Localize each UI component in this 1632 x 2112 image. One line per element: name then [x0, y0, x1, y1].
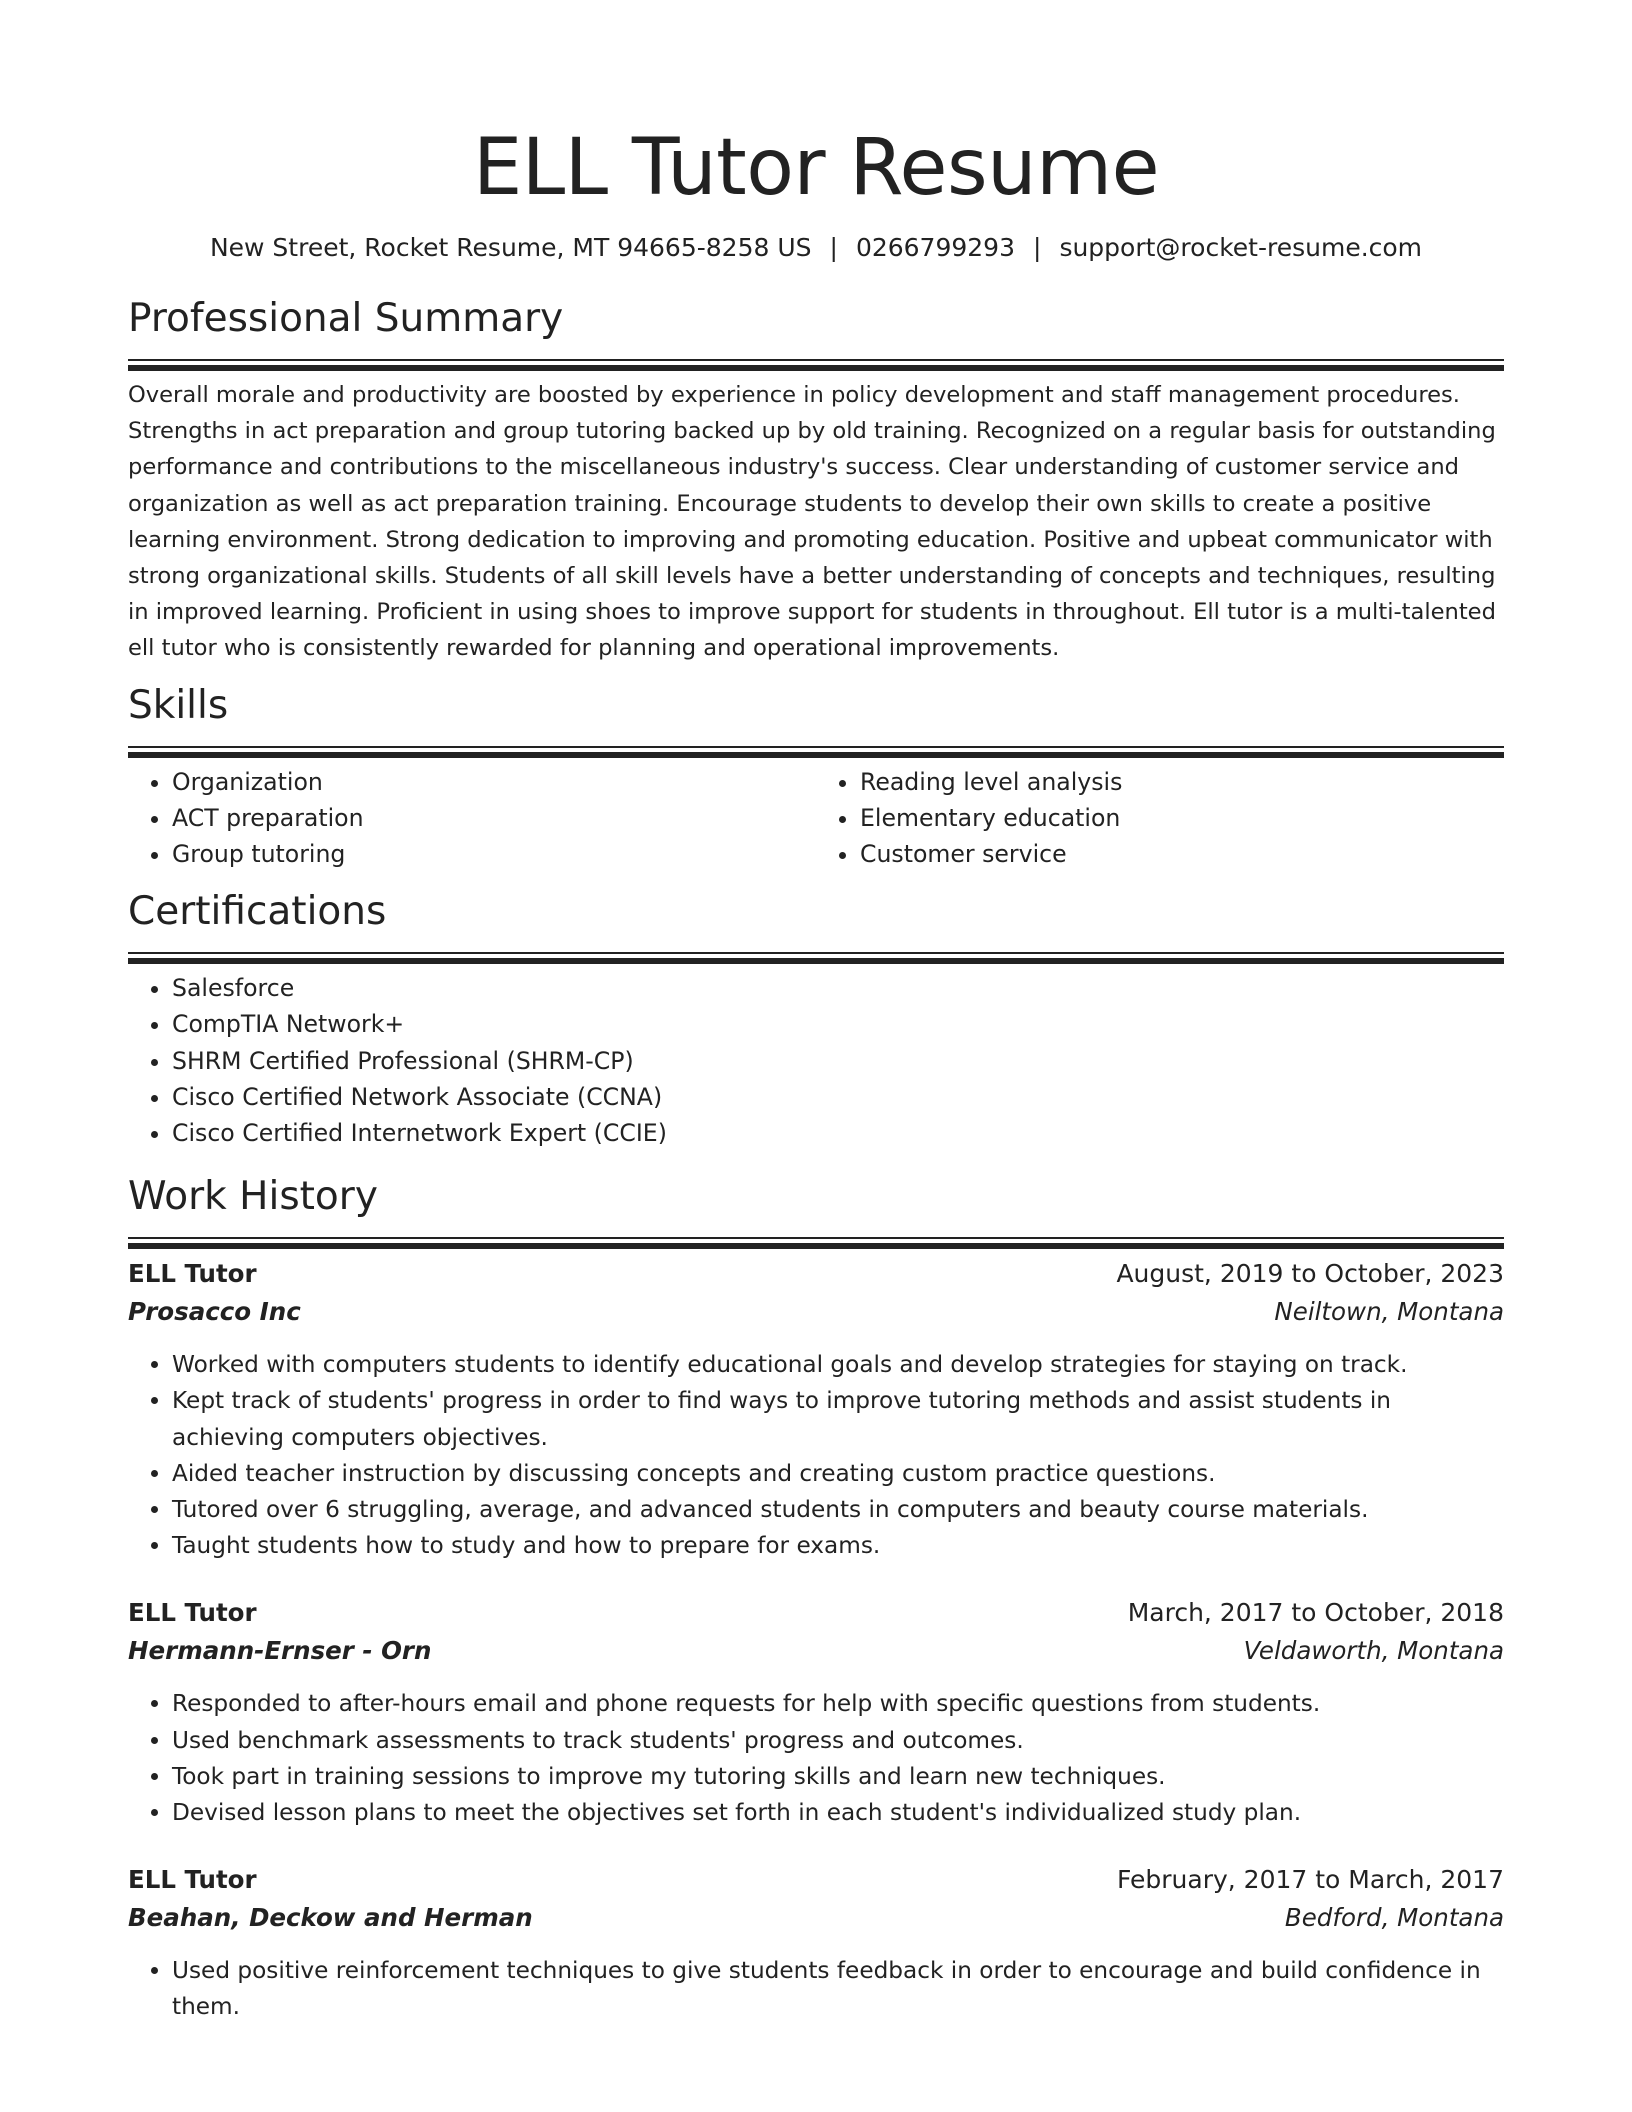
separator: |: [1033, 233, 1042, 262]
job-dates: August, 2019 to October, 2023: [1116, 1259, 1504, 1289]
job-entry: [128, 1255, 1504, 1564]
job-bullet: • Took part in training sessions to improve my tutoring skills and learn new techniques.: [172, 1759, 1504, 1795]
section-heading-certifications: Certifications: [128, 889, 387, 935]
skills-list: [128, 764, 1504, 873]
job-bullet: • Used positive reinforcement techniques to give students feedback in order to encourage and build confidence in them.: [172, 1953, 1504, 2025]
section-rule: [128, 359, 1504, 361]
job-bullet: • Aided teacher instruction by discussing concepts and creating custom practice questions.: [172, 1456, 1504, 1492]
certifications-list: [128, 970, 1504, 1151]
job-bullet: • Responded to after-hours email and phone requests for help with specific questions from students.: [172, 1686, 1504, 1722]
section-heading-skills: Skills: [128, 682, 229, 728]
job-bullets: [128, 1953, 1504, 2025]
section-heading-work-history: Work History: [128, 1174, 378, 1220]
skill-item: • Customer service: [860, 836, 1504, 872]
job-entry: [128, 1861, 1504, 2025]
job-dates: March, 2017 to October, 2018: [1127, 1598, 1504, 1628]
job-company: Prosacco Inc: [128, 1297, 301, 1327]
job-bullet: • Devised lesson plans to meet the objectives set forth in each student's individualized study plan.: [172, 1795, 1504, 1831]
job-location: Veldaworth, Montana: [1243, 1636, 1504, 1666]
skill-item: • Group tutoring: [172, 836, 816, 872]
job-company: Beahan, Deckow and Herman: [128, 1903, 533, 1933]
skill-item: • Reading level analysis: [860, 764, 1504, 800]
resume-title: ELL Tutor Resume: [472, 123, 1160, 213]
skill-item: • Elementary education: [860, 800, 1504, 836]
certification-item: • Cisco Certified Network Associate (CCNA): [172, 1079, 1504, 1115]
skill-item: • Organization: [172, 764, 816, 800]
job-company: Hermann-Ernser - Orn: [128, 1636, 432, 1666]
certifications-section: [128, 888, 1504, 1151]
skills-column-right: [816, 764, 1504, 873]
section-rule: [128, 952, 1504, 954]
phone: 0266799293: [855, 233, 1015, 262]
job-title: ELL Tutor: [128, 1259, 257, 1289]
job-bullets: [128, 1347, 1504, 1564]
job-bullet: • Worked with computers students to identify educational goals and develop strategies for staying on track.: [172, 1347, 1504, 1383]
job-bullet: • Used benchmark assessments to track students' progress and outcomes.: [172, 1723, 1504, 1759]
job-entry: [128, 1594, 1504, 1831]
section-rule: [128, 1237, 1504, 1239]
certification-item: • CompTIA Network+: [172, 1006, 1504, 1042]
email: support@rocket-resume.com: [1059, 233, 1423, 262]
contact-line: [128, 232, 1504, 264]
address: New Street, Rocket Resume, MT 94665-8258 US: [209, 233, 812, 262]
job-location: Neiltown, Montana: [1274, 1297, 1504, 1327]
job-bullets: [128, 1686, 1504, 1831]
job-bullet: • Taught students how to study and how to prepare for exams.: [172, 1528, 1504, 1564]
job-title: ELL Tutor: [128, 1865, 257, 1895]
section-heading-summary: Professional Summary: [128, 296, 564, 341]
work-history-section: [128, 1173, 1504, 2025]
skill-item: • ACT preparation: [172, 800, 816, 836]
separator: |: [829, 233, 838, 262]
job-dates: February, 2017 to March, 2017: [1116, 1865, 1504, 1895]
summary-text: Overall morale and productivity are boosted by experience in policy development and staff management procedures. Strengths in act preparation and group tutoring backed up by old training. Recognized on a regular basis for outstanding performance and contributions to the miscellaneous industry's success. Clear understanding of customer service and organization as well as act preparation training. Encourage students to develop their own skills to create a positive learning environment. Strong dedication to improving and promoting education. Positive and upbeat communicator with strong organizational skills. Students of all skill levels have a better understanding of concepts and techniques, resulting in improved learning. Proficient in using shoes to improve support for students in throughout. Ell tutor is a multi-talented ell tutor who is consistently rewarded for planning and operational improvements.: [128, 382, 1496, 662]
job-title: ELL Tutor: [128, 1598, 257, 1628]
certification-item: • Salesforce: [172, 970, 1504, 1006]
job-bullet: • Tutored over 6 struggling, average, and advanced students in computers and beauty course materials.: [172, 1492, 1504, 1528]
job-bullet: • Kept track of students' progress in order to find ways to improve tutoring methods and assist students in achieving computers objectives.: [172, 1383, 1504, 1455]
job-location: Bedford, Montana: [1284, 1903, 1504, 1933]
certification-item: • Cisco Certified Internetwork Expert (CCIE): [172, 1115, 1504, 1151]
certification-item: • SHRM Certified Professional (SHRM-CP): [172, 1043, 1504, 1079]
summary-section: [128, 295, 1504, 667]
section-rule: [128, 746, 1504, 748]
skills-section: [128, 682, 1504, 873]
skills-column-left: [128, 764, 816, 873]
